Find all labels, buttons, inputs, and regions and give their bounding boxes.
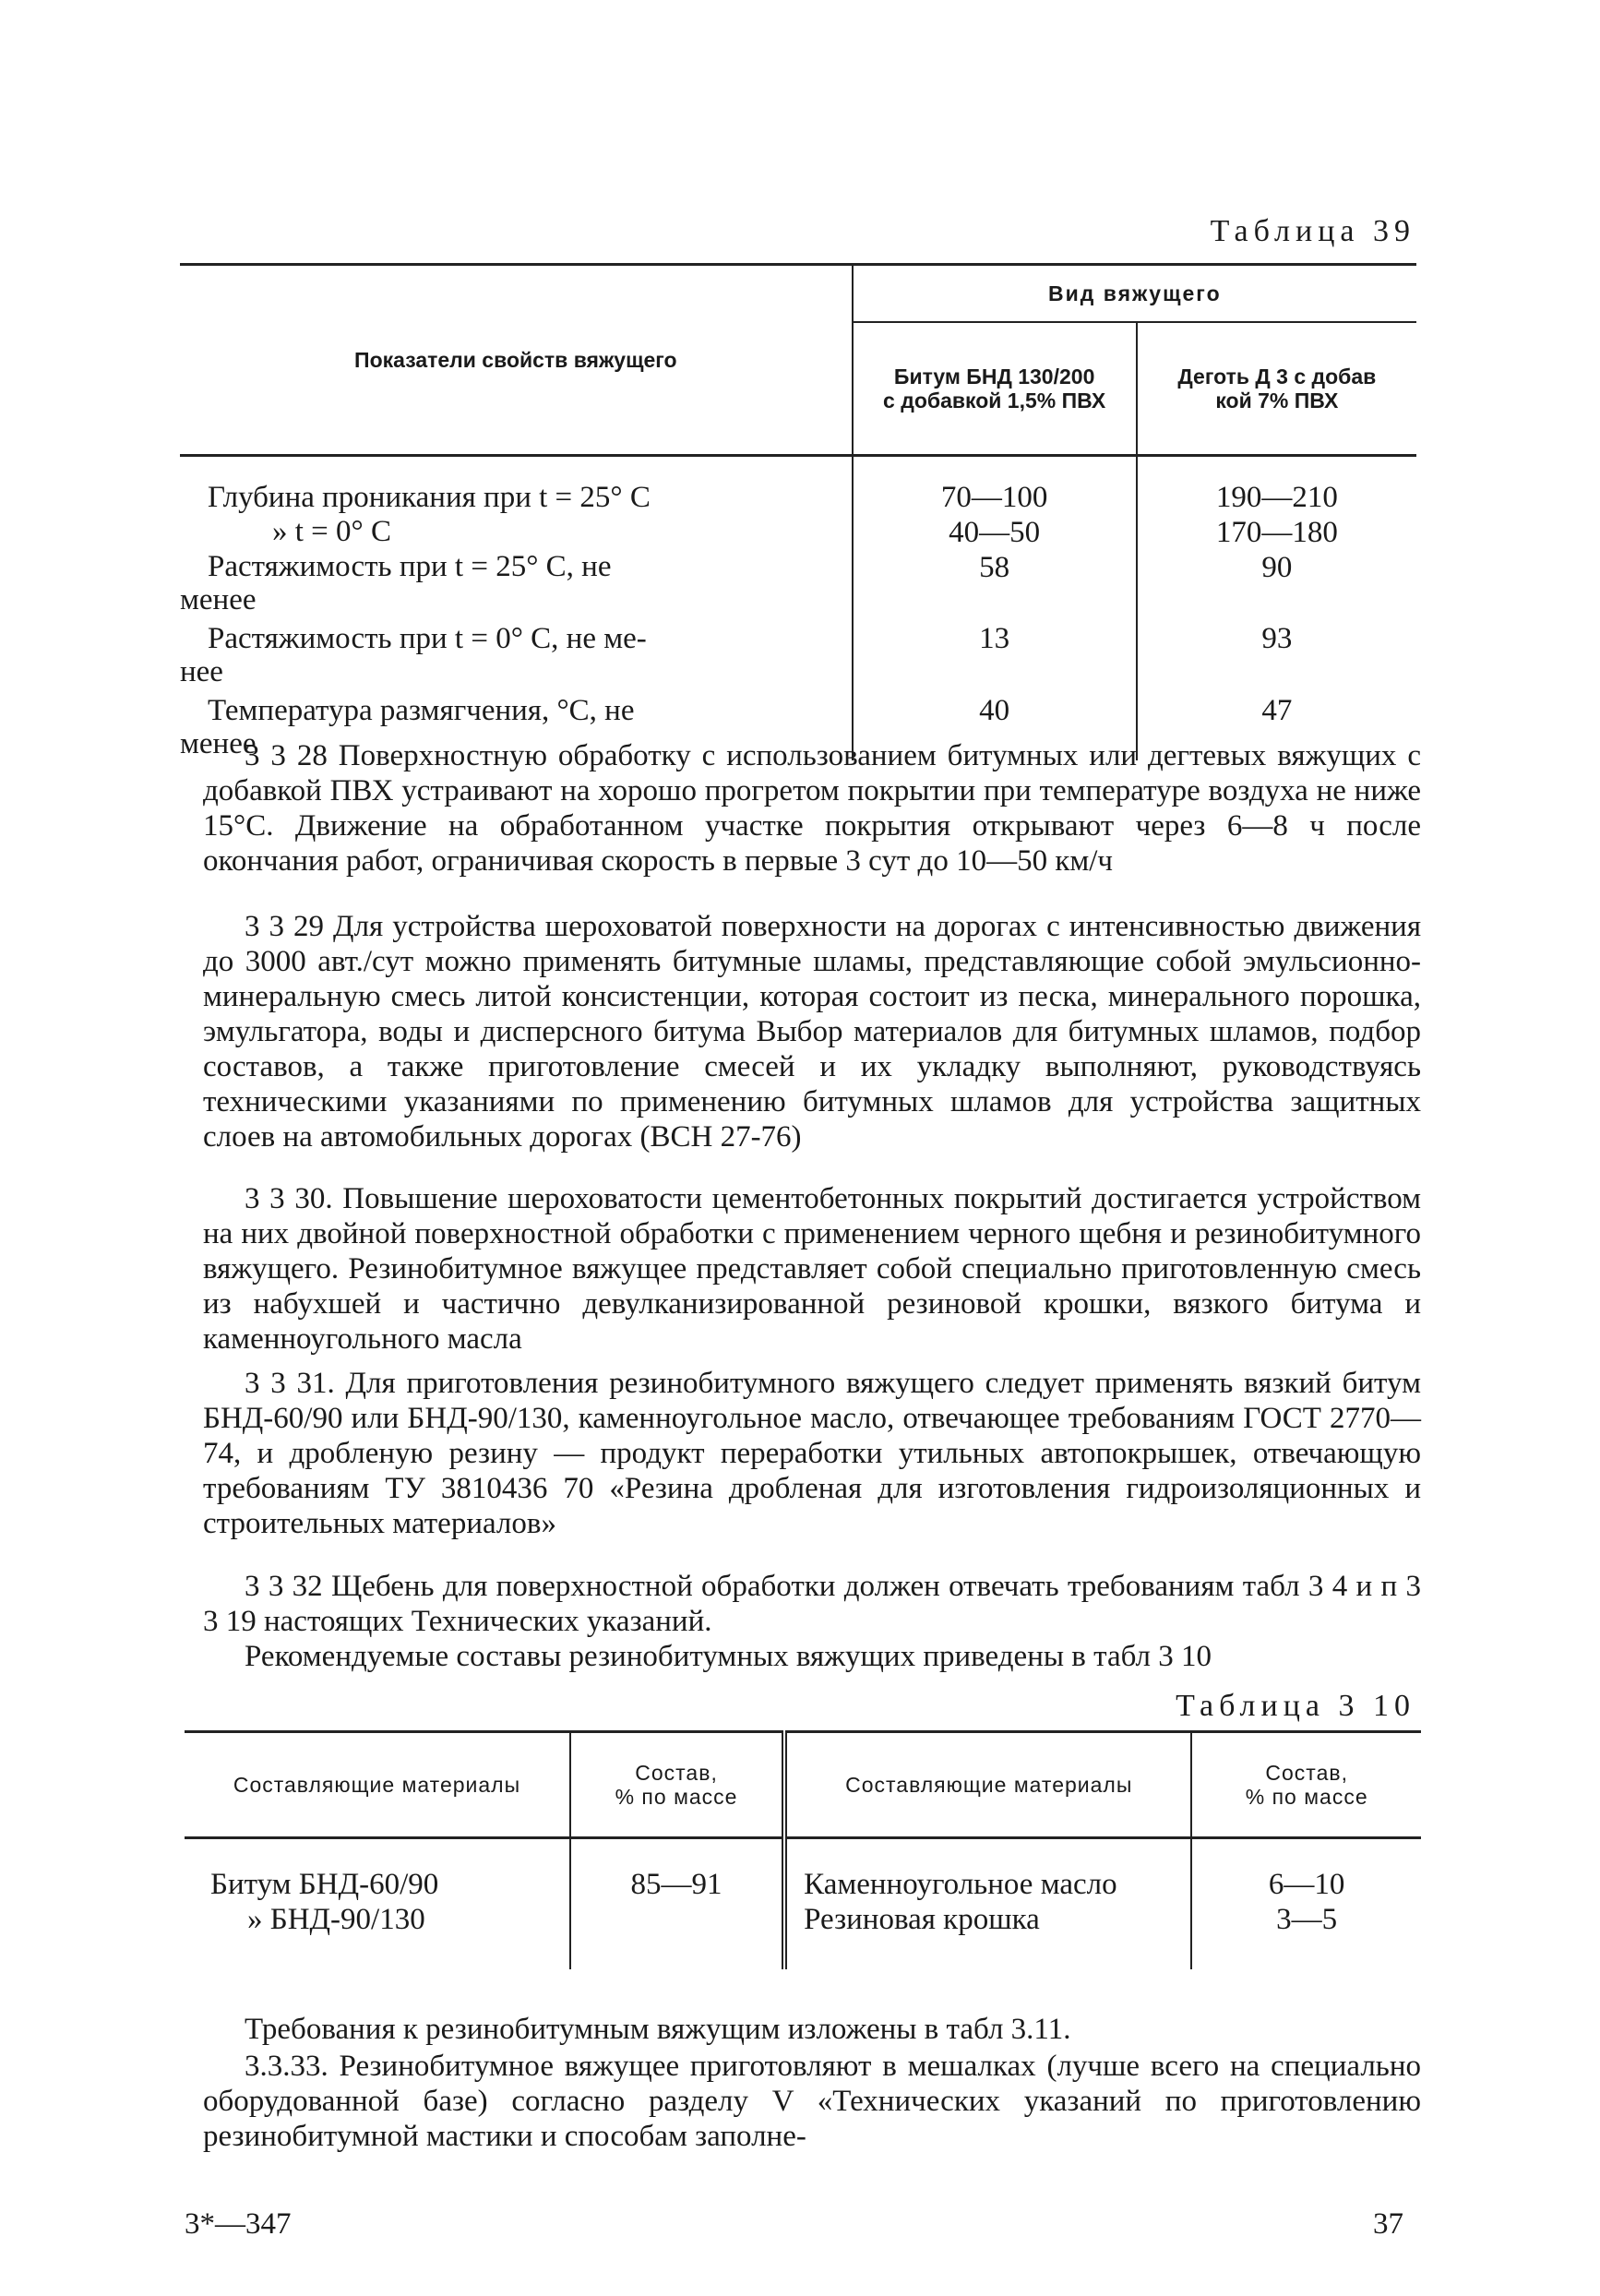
table-39-caption: Таблица 39 [1210,214,1415,248]
table-310-header-composition-right: Состав, % по массе [1191,1732,1421,1838]
table-39-header-property: Показатели свойств вяжущего [180,265,853,455]
table-310-header-materials-right: Составляющие материалы [784,1732,1191,1838]
table-39-cell: 93 [1137,616,1416,688]
table-39-header-col2-line2: кой 7% ПВХ [1215,389,1339,413]
paragraph-3-3-28: 3 3 28 Поверхностную обработку с использованием битумных или дегтевых вяжущих с добавкой ПВХ устраивают на хорошо прогретом покрытии при температуре воздуха не ниже 15°С. Движение на обработанном участке покрытия открывают через 6—8 ч после окончания работ, ограничивая скорость в первые 3 сут до 10—50 км/ч [203,739,1421,878]
table-39-row-label: Растяжимость при t = 0° С, не ме- нее [180,622,647,688]
table-39-cell: 170—180 [1137,515,1416,550]
table-row [180,550,1416,616]
table-39-header-group: Вид вяжущего [853,265,1416,323]
table-39-cell: 47 [1137,688,1416,760]
table-39-cell: 58 [853,550,1137,616]
table-310 [185,1730,1421,1969]
footer-signature: 3*—347 [185,2207,292,2241]
table-39-row-label: Растяжимость при t = 25° С, не менее [180,550,612,616]
table-310-materials-left: Битум БНД-60/90 » БНД-90/130 [210,1868,439,1936]
paragraph-3-3-31: 3 3 31. Для приготовления резинобитумного вяжущего следует применять вязкий битум БНД-60/90 или БНД-90/130, каменноугольное масло, отвечающее требованиям ГОСТ 2770—74, и дробленую резину — продукт переработки утильных автопокрышек, отвечающую требованиям ТУ 3810436 70 «Резина дробленая для изготовления гидроизоляционных и строительных материалов» [203,1367,1421,1540]
table-row [180,515,1416,550]
table-39-row-label: Глубина проникания при t = 25° С [208,481,651,514]
table-row [185,1838,1421,1970]
table-39-cell: 40 [853,688,1137,760]
table-row [180,616,1416,688]
table-39-header-col1-line1: Битум БНД 130/200 [893,365,1095,389]
table-39-cell: 190—210 [1137,456,1416,516]
table-310-composition-left: 85—91 [570,1838,784,1970]
table-39-header-col1 [853,322,1137,454]
table-39-header-col1-line2: с добавкой 1,5% ПВХ [883,389,1106,413]
page-number: 37 [1373,2207,1403,2241]
table-39-cell: 40—50 [853,515,1137,550]
table-310-header-materials-left: Составляющие материалы [185,1732,570,1838]
table-39-cell: 13 [853,616,1137,688]
table-39-cell: 70—100 [853,456,1137,516]
paragraph-3-3-33: 3.3.33. Резинобитумное вяжущее приготовляют в мешалках (лучше всего на специально оборудованной базе) согласно разделу V «Технических указаний по приготовлению резинобитумной мастики и способам заполне- [203,2050,1421,2153]
table-row [180,456,1416,516]
table-39-row-label: Температура размягчения, °С, не менее [180,694,635,760]
table-310-composition-right: 6—10 3—5 [1191,1838,1421,1970]
table-39 [180,263,1416,760]
paragraph-3-3-30: 3 3 30. Повышение шероховатости цементобетонных покрытий достигается устройством на них двойной поверхностной обработки с применением черного щебня и резинобитумного вяжущего. Резинобитумное вяжущее представляет собой специально приготовленную смесь из набухшей и частично девулканизированной резиновой крошки, вязкого битума и каменноугольного масла [203,1182,1421,1356]
table-39-header-col2 [1137,322,1416,454]
table-39-cell: 90 [1137,550,1416,616]
paragraph-3-3-32: 3 3 32 Щебень для поверхностной обработки должен отвечать требованиям табл 3 4 и п 3 3 19 настоящих Технических указаний. [203,1570,1421,1638]
table-39-row-label: » t = 0° С [272,515,391,548]
paragraph-3-3-29: 3 3 29 Для устройства шероховатой поверхности на дорогах с интенсивностью движения до 3000 авт./сут можно применять битумные шламы, представляющие собой эмульсионно-минеральную смесь литой консистенции, которая состоит из песка, минерального порошка, эмульгатора, воды и дисперсного битума Выбор материалов для битумных шламов, подбор составов, а также приготовление смесей и их укладку выполняют, руководствуясь техническими указаниями по применению битумных шламов для устройства защитных слоев на автомобильных дорогах (ВСН 27-76) [203,910,1421,1154]
paragraph-recommended: Рекомендуемые составы резинобитумных вяжущих приведены в табл 3 10 [245,1640,1212,1673]
paragraph-requirements: Требования к резинобитумным вяжущим изложены в табл 3.11. [245,2013,1071,2046]
table-310-header-composition-left: Состав, % по массе [570,1732,784,1838]
table-39-header-col2-line1: Деготь Д 3 с добав [1177,365,1377,389]
table-310-caption: Таблица 3 10 [1176,1689,1415,1723]
table-310-materials-right: Каменноугольное масло Резиновая крошка [784,1838,1191,1970]
